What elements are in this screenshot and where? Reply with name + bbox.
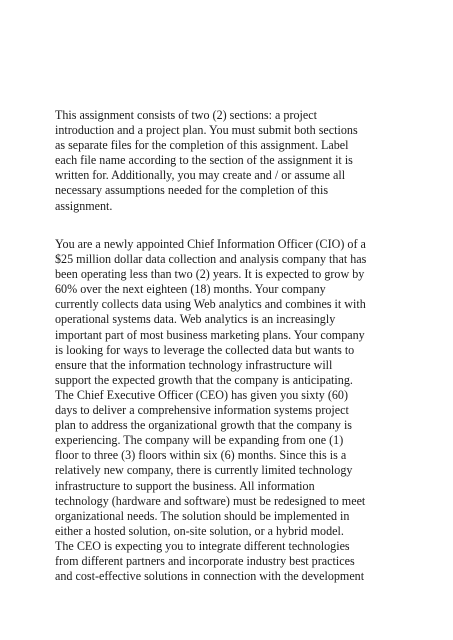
text-line: plan to address the organizational growth that the company is bbox=[55, 418, 353, 433]
text-line: operational systems data. Web analytics is an increasingly bbox=[55, 312, 336, 327]
text-line: 60% over the next eighteen (18) months. Your company bbox=[55, 282, 326, 297]
text-line: days to deliver a comprehensive information systems project bbox=[55, 403, 349, 418]
text-line: been operating less than two (2) years. It is expected to grow by bbox=[55, 267, 365, 282]
text-line: infrastructure to support the business. All information bbox=[55, 478, 315, 493]
text-line: $25 million dollar data collection and analysis company that has bbox=[55, 252, 367, 267]
text-line: floor to three (3) floors within six (6) months. Since this is a bbox=[55, 448, 347, 463]
text-line: either a hosted solution, on-site solution, or a hybrid model. bbox=[55, 523, 344, 538]
text-line: written for. Additionally, you may create and / or assume all bbox=[55, 168, 346, 183]
paragraph-assignment-overview bbox=[55, 108, 405, 214]
text-line: as separate files for the completion of this assignment. Label bbox=[55, 138, 349, 153]
text-line: from different partners and incorporate industry best practices bbox=[55, 553, 355, 568]
text-line: relatively new company, there is currently limited technology bbox=[55, 463, 353, 478]
text-line: This assignment consists of two (2) sections: a project bbox=[55, 108, 317, 122]
text-line: experiencing. The company will be expanding from one (1) bbox=[55, 433, 344, 448]
text-line: important part of most business marketing plans. Your company bbox=[55, 327, 365, 342]
text-line: organizational needs. The solution should be implemented in bbox=[55, 508, 350, 523]
text-line: support the expected growth that the company is anticipating. bbox=[55, 372, 353, 387]
text-line: technology (hardware and software) must be redesigned to meet bbox=[55, 493, 366, 508]
text-line: is looking for ways to leverage the collected data but wants to bbox=[55, 342, 355, 357]
text-line: ensure that the information technology infrastructure will bbox=[55, 357, 333, 372]
text-line: necessary assumptions needed for the completion of this bbox=[55, 183, 329, 198]
text-line: each file name according to the section of the assignment it is bbox=[55, 153, 353, 168]
text-line: introduction and a project plan. You must submit both sections bbox=[55, 123, 358, 138]
text-line: The Chief Executive Officer (CEO) has given you sixty (60) bbox=[55, 387, 348, 402]
text-line: assignment. bbox=[55, 198, 113, 213]
text-line: currently collects data using Web analytics and combines it with bbox=[55, 297, 366, 312]
text-line: You are a newly appointed Chief Information Officer (CIO) of a bbox=[55, 237, 366, 251]
text-line: and cost-effective solutions in connection with the development bbox=[55, 569, 365, 584]
text-line: The CEO is expecting you to integrate different technologies bbox=[55, 538, 350, 553]
paragraph-scenario bbox=[55, 237, 405, 584]
